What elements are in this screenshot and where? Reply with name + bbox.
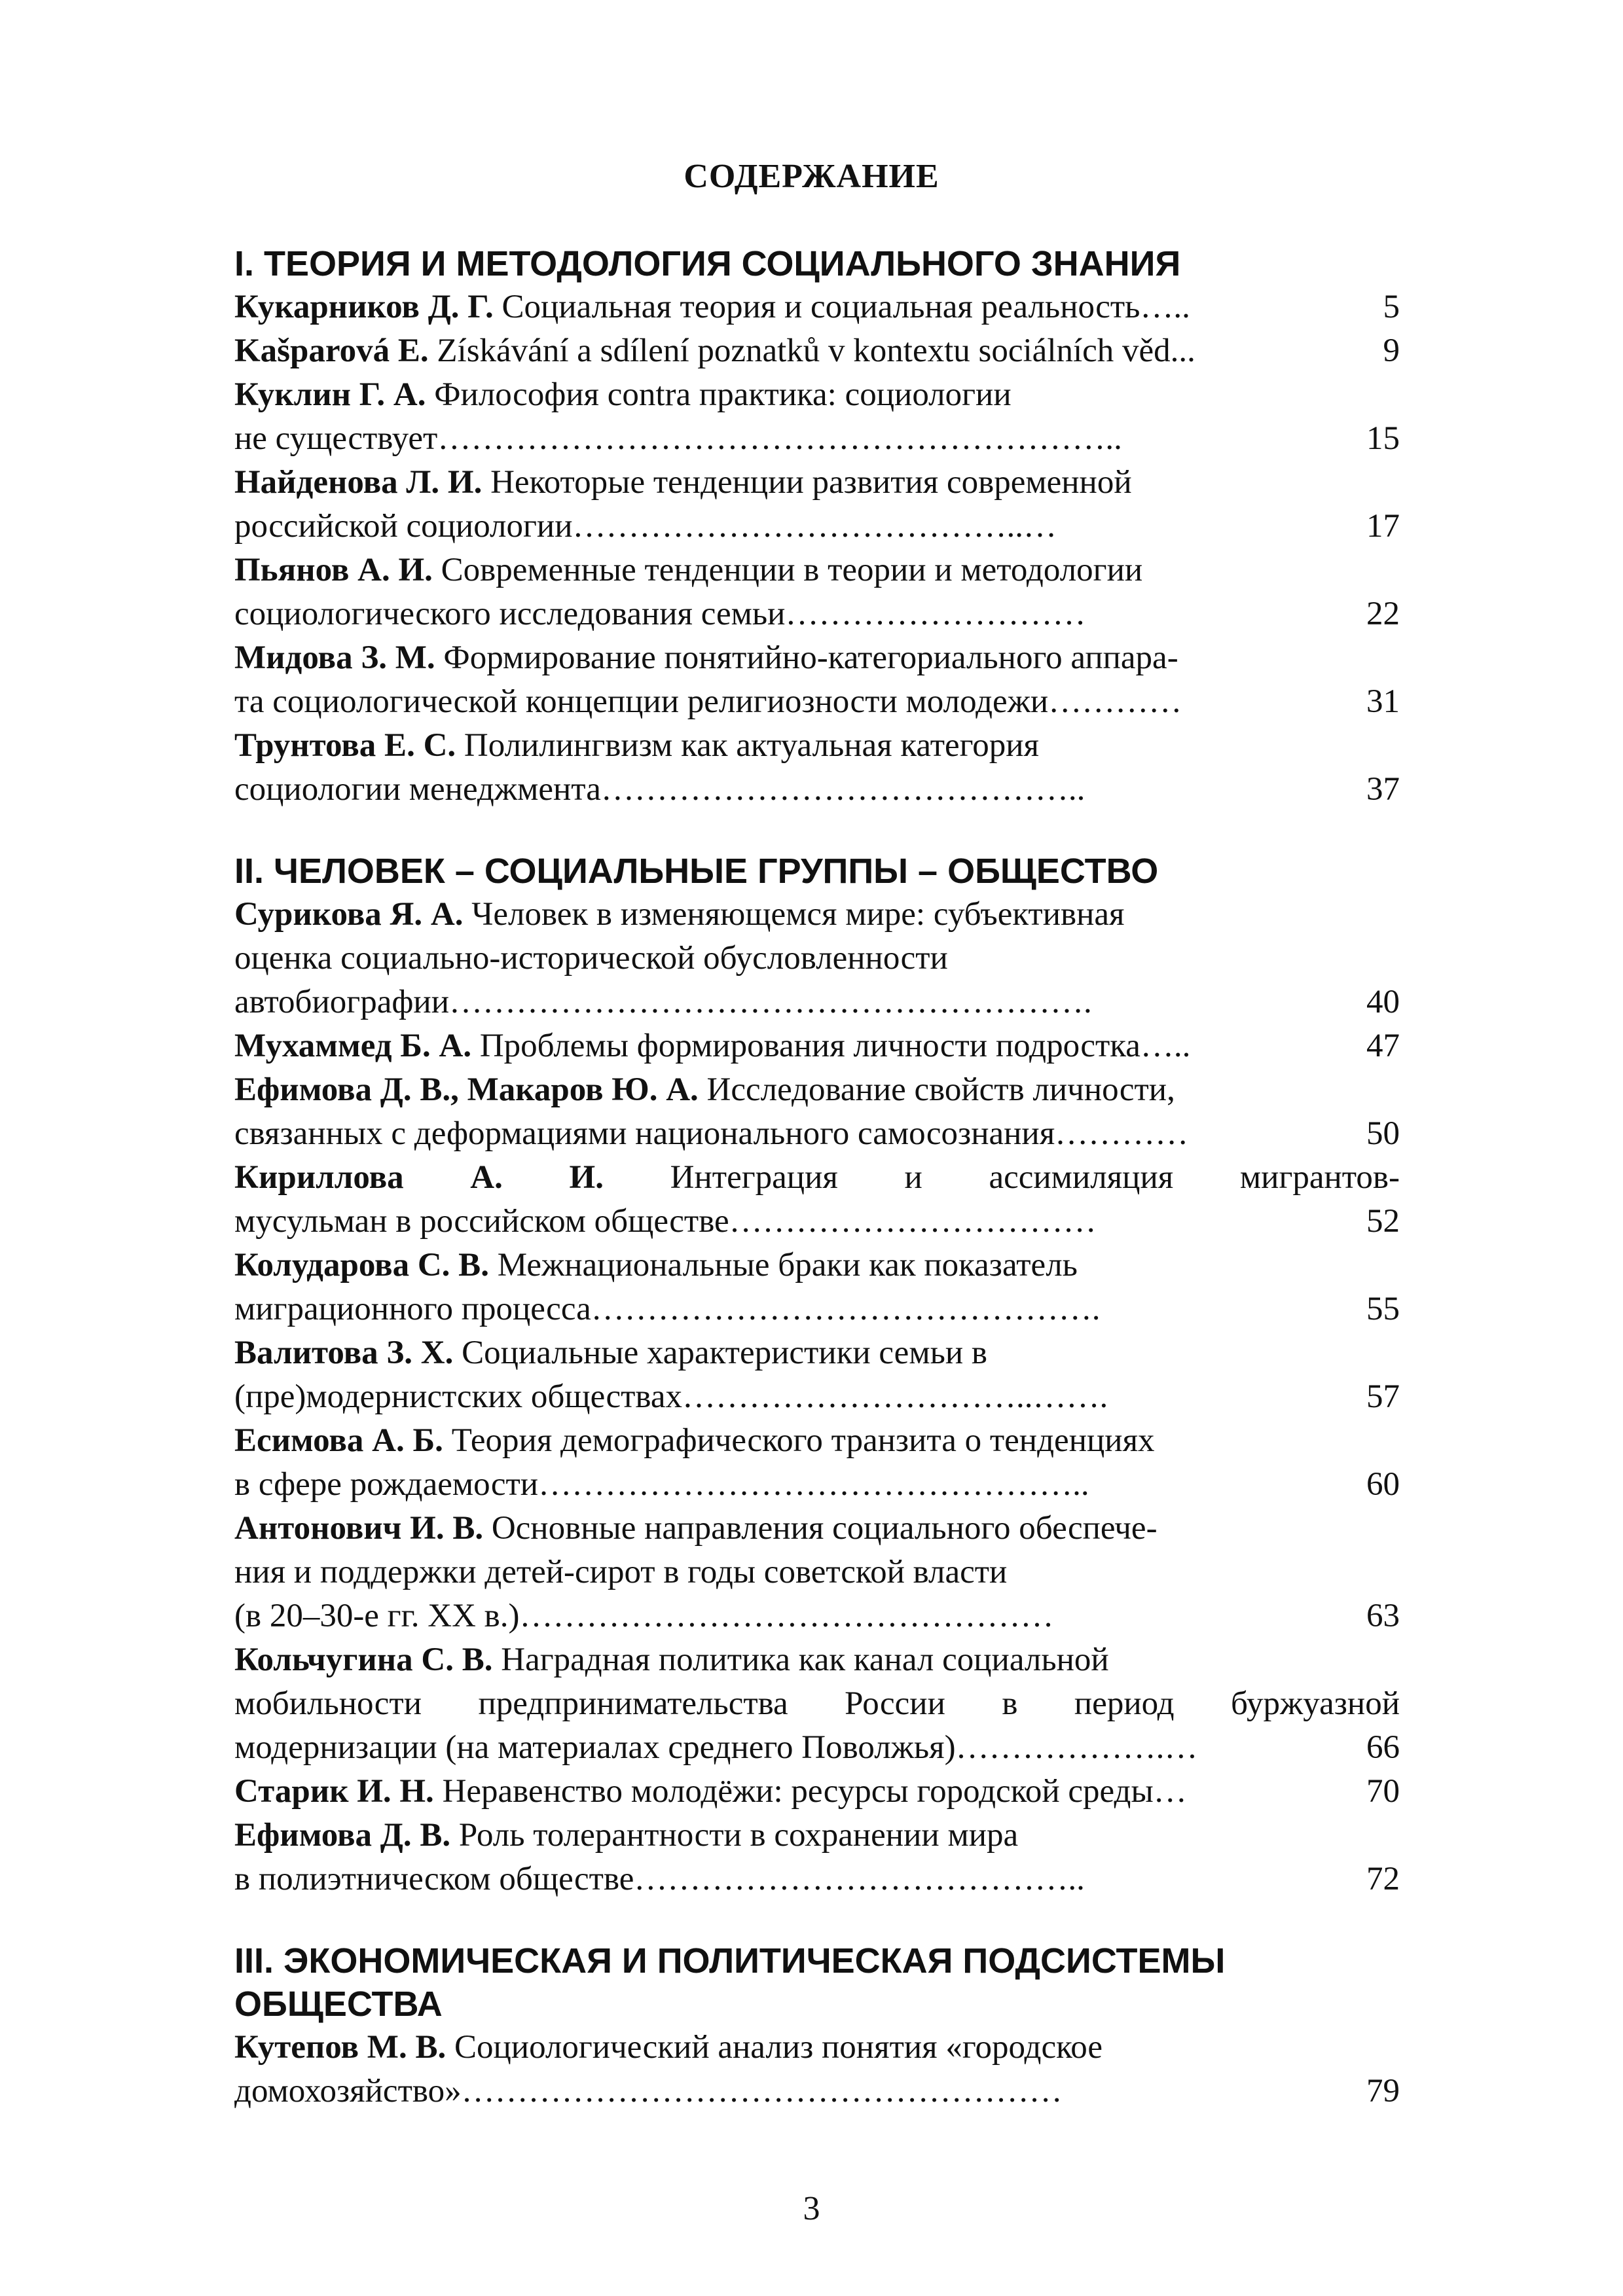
entry-title: Исследование свойств личности,	[706, 1071, 1175, 1108]
entry-text	[234, 285, 1190, 329]
entry-title: российской социологии…………………………………..…	[234, 508, 1057, 545]
entry-text	[234, 1112, 1188, 1156]
toc-entry-line	[234, 2026, 1400, 2070]
toc-entry-line	[234, 1287, 1400, 1331]
entry-title: Межнациональные браки как показатель	[497, 1247, 1078, 1283]
toc-entry-line	[234, 1638, 1400, 1682]
entry-author: Есимова А. Б.	[234, 1422, 443, 1459]
entry-page-number: 40	[1366, 984, 1400, 1020]
entry-title: Теория демографического транзита о тенденциях	[451, 1422, 1155, 1459]
section-gap	[234, 1901, 1400, 1939]
entry-title: ния и поддержки детей-сирот в годы советской власти	[234, 1554, 1008, 1590]
entry-title: Формирование понятийно-категориального аппара-	[443, 639, 1178, 676]
entry-text	[234, 680, 1182, 724]
entry-author: Куклин Г. А.	[234, 376, 426, 413]
toc-entry-line	[234, 1331, 1400, 1375]
entry-text	[234, 1507, 1158, 1551]
entry-title: связанных с деформациями национального самосознания…………	[234, 1115, 1189, 1152]
toc-entry[interactable]	[234, 1638, 1400, 1770]
entry-page-number: 17	[1366, 508, 1400, 545]
entry-text	[234, 1551, 1007, 1594]
toc-entry-line	[234, 1463, 1400, 1507]
entry-text	[234, 1419, 1155, 1463]
entry-text	[234, 1814, 1018, 1857]
toc-entry-line	[234, 548, 1400, 592]
entry-title: автобиографии………………………………………………….	[234, 984, 1092, 1020]
entry-page-number: 63	[1366, 1598, 1400, 1634]
entry-author: Ефимова Д. В., Макаров Ю. А.	[234, 1071, 699, 1108]
section-heading: I. ТЕОРИЯ И МЕТОДОЛОГИЯ СОЦИАЛЬНОГО ЗНАНИЯ	[234, 244, 1181, 283]
entry-text	[234, 548, 1142, 592]
entry-author: Кириллова А. И.	[234, 1159, 604, 1196]
toc-entry-line	[234, 373, 1400, 417]
toc-entry[interactable]	[234, 1507, 1400, 1638]
entry-page-number: 72	[1366, 1861, 1400, 1897]
toc-entry-line	[234, 505, 1400, 548]
entry-text	[234, 1244, 1078, 1287]
entry-author: Найденова Л. И.	[234, 464, 483, 501]
toc-entry-line	[234, 1156, 1400, 1200]
entry-title: модернизации (на материалах среднего Поволжья)……………….…	[234, 1729, 1198, 1766]
toc-entry-line	[234, 1419, 1400, 1463]
entry-author: Старик И. Н.	[234, 1773, 434, 1810]
toc-entry[interactable]	[234, 1770, 1400, 1814]
toc-entry-line	[234, 1068, 1400, 1112]
entry-title: мусульман в российском обществе……………………………	[234, 1203, 1097, 1240]
toc-entry-line	[234, 1594, 1400, 1638]
entry-text	[234, 1770, 1187, 1814]
section-heading: III. ЭКОНОМИЧЕСКАЯ И ПОЛИТИЧЕСКАЯ ПОДСИСТЕМЫ ОБЩЕСТВА	[234, 1941, 1226, 2024]
entry-title: Наградная политика как канал социальной	[501, 1641, 1109, 1678]
entry-text	[234, 461, 1132, 505]
entry-page-number: 5	[1383, 289, 1400, 325]
entry-text	[234, 329, 1195, 373]
toc-entry-line	[234, 1682, 1400, 1726]
toc-entry[interactable]	[234, 329, 1400, 373]
entry-author: Мухаммед Б. А.	[234, 1028, 472, 1064]
toc-entry[interactable]	[234, 1024, 1400, 1068]
entry-title: Полилингвизм как актуальная категория	[464, 727, 1040, 764]
entry-text	[234, 636, 1178, 680]
entry-title: (в 20–30-е гг. XX в.)…………………………………………	[234, 1598, 1054, 1634]
entry-text	[234, 768, 1085, 812]
entry-page-number: 37	[1366, 771, 1400, 808]
toc-entry-line	[234, 1244, 1400, 1287]
entry-author: Валитова З. Х.	[234, 1335, 454, 1371]
entry-title: домохозяйство»………………………………………………	[234, 2073, 1063, 2109]
toc-entry[interactable]	[234, 1068, 1400, 1156]
entry-text	[234, 1857, 1085, 1901]
toc-entry[interactable]	[234, 1244, 1400, 1331]
toc-entry-line	[234, 680, 1400, 724]
entry-page-number: 15	[1366, 420, 1400, 457]
entry-text	[234, 724, 1039, 768]
entry-text	[234, 1331, 987, 1375]
toc-entry-line	[234, 1814, 1400, 1857]
entry-title: (пре)модернистских обществах…………………………..…….	[234, 1378, 1108, 1415]
entry-text	[234, 2026, 1103, 2070]
entry-author: Кукарников Д. Г.	[234, 289, 494, 325]
entry-page-number: 70	[1366, 1773, 1400, 1810]
toc-entry-line	[234, 937, 1400, 980]
toc-entry[interactable]	[234, 1814, 1400, 1901]
entry-text	[234, 417, 1122, 461]
entry-title: Роль толерантности в сохранении мира	[458, 1817, 1019, 1854]
toc-entry-line	[234, 1112, 1400, 1156]
toc-entry-line	[234, 417, 1400, 461]
toc-entry[interactable]	[234, 285, 1400, 329]
page-number: 3	[803, 2190, 820, 2227]
entry-title: миграционного процесса……………………………………….	[234, 1291, 1101, 1327]
entry-page-number: 66	[1366, 1729, 1400, 1766]
toc-entry-line	[234, 1770, 1400, 1814]
entry-page-number: 79	[1366, 2073, 1400, 2109]
entry-text	[234, 1156, 1400, 1200]
entry-author: Сурикова Я. А.	[234, 896, 464, 933]
toc-entry-line	[234, 636, 1400, 680]
entry-title: Проблемы формирования личности подростка…..	[479, 1028, 1191, 1064]
entry-page-number: 9	[1383, 332, 1400, 369]
section-gap	[234, 812, 1400, 850]
entry-page-number: 50	[1366, 1115, 1400, 1152]
toc-entry-line	[234, 980, 1400, 1024]
entry-title: Философия contra практика: социологии	[434, 376, 1012, 413]
entry-text	[234, 1375, 1108, 1419]
page-title: СОДЕРЖАНИЕ	[684, 158, 939, 195]
entry-title: Неравенство молодёжи: ресурсы городской среды…	[442, 1773, 1187, 1810]
entry-text	[234, 1287, 1100, 1331]
toc-entry-line	[234, 1726, 1400, 1770]
toc-entry-line	[234, 1507, 1400, 1551]
entry-author: Kašparová E.	[234, 332, 429, 369]
entry-author: Пьянов А. И.	[234, 552, 433, 588]
entry-title: в полиэтническом обществе…………………………………..	[234, 1861, 1085, 1897]
toc-entry[interactable]	[234, 1156, 1400, 1244]
section-heading: II. ЧЕЛОВЕК – СОЦИАЛЬНЫЕ ГРУППЫ – ОБЩЕСТВО	[234, 852, 1159, 891]
entry-text	[234, 1594, 1054, 1638]
toc-entry[interactable]	[234, 636, 1400, 724]
toc-entry[interactable]	[234, 893, 1400, 1024]
toc-entry-line	[234, 1024, 1400, 1068]
toc-entry[interactable]	[234, 548, 1400, 636]
toc-entry-line	[234, 893, 1400, 937]
entry-page-number: 52	[1366, 1203, 1400, 1240]
entry-title: та социологической концепции религиозности молодежи…………	[234, 683, 1182, 720]
entry-author: Кольчугина С. В.	[234, 1641, 493, 1678]
toc-entry[interactable]	[234, 373, 1400, 461]
entry-page-number: 31	[1366, 683, 1400, 720]
entry-title: Человек в изменяющемся мире: субъективная	[471, 896, 1125, 933]
entry-text	[234, 937, 948, 980]
toc-entry-line	[234, 329, 1400, 373]
entry-title: Интеграция и ассимиляция мигрантов-	[670, 1159, 1400, 1196]
entry-page-number: 57	[1366, 1378, 1400, 1415]
entry-title: Современные тенденции в теории и методологии	[441, 552, 1143, 588]
entry-title: мобильности предпринимательства России в период буржуазной	[234, 1685, 1400, 1722]
entry-text	[234, 1638, 1109, 1682]
entry-text	[234, 1068, 1175, 1112]
entry-text	[234, 1726, 1197, 1770]
toc-entry-line	[234, 1857, 1400, 1901]
toc-entry[interactable]	[234, 724, 1400, 812]
entry-page-number: 22	[1366, 596, 1400, 632]
entry-title: Некоторые тенденции развития современной	[490, 464, 1132, 501]
entry-title: Социальные характеристики семьи в	[462, 1335, 987, 1371]
entry-title: социологического исследования семьи………………………	[234, 596, 1086, 632]
entry-text	[234, 2070, 1063, 2113]
toc-entry-line	[234, 2070, 1400, 2113]
entry-text	[234, 373, 1012, 417]
toc-entry-line	[234, 768, 1400, 812]
table-of-contents	[234, 242, 1400, 2113]
toc-entry-line	[234, 592, 1400, 636]
entry-title: Основные направления социального обеспече-	[491, 1510, 1158, 1547]
entry-text	[234, 1024, 1190, 1068]
toc-entry-line	[234, 1551, 1400, 1594]
entry-title: Социологический анализ понятия «городское	[454, 2029, 1103, 2066]
entry-page-number: 60	[1366, 1466, 1400, 1503]
entry-title: социологии менеджмента……………………………………..	[234, 771, 1085, 808]
toc-entry-line	[234, 724, 1400, 768]
entry-author: Мидова З. М.	[234, 639, 435, 676]
entry-title: Социальная теория и социальная реальность…..	[501, 289, 1190, 325]
entry-page-number: 47	[1366, 1028, 1400, 1064]
toc-entry[interactable]	[234, 1331, 1400, 1419]
entry-text	[234, 893, 1124, 937]
toc-entry[interactable]	[234, 1419, 1400, 1507]
entry-text	[234, 1463, 1089, 1507]
toc-section	[234, 242, 1400, 812]
entry-text	[234, 1682, 1400, 1726]
entry-text	[234, 505, 1057, 548]
entry-title: не существует……………………………………………………..	[234, 420, 1122, 457]
entry-author: Трунтова Е. С.	[234, 727, 456, 764]
entry-author: Антонович И. В.	[234, 1510, 484, 1547]
entry-author: Колударова С. В.	[234, 1247, 489, 1283]
toc-entry-line	[234, 285, 1400, 329]
entry-page-number: 55	[1366, 1291, 1400, 1327]
toc-entry[interactable]	[234, 461, 1400, 548]
entry-text	[234, 980, 1092, 1024]
toc-entry-line	[234, 1375, 1400, 1419]
entry-title: оценка социально-исторической обусловленности	[234, 940, 948, 977]
toc-section	[234, 850, 1400, 1901]
entry-text	[234, 1200, 1097, 1244]
toc-section	[234, 1939, 1400, 2113]
entry-title: в сфере рождаемости…………………………………………..	[234, 1466, 1089, 1503]
entry-title: Získávání a sdílení poznatků v kontextu sociálních věd...	[437, 332, 1195, 369]
toc-entry[interactable]	[234, 2026, 1400, 2113]
entry-author: Кутепов М. В.	[234, 2029, 447, 2066]
toc-entry-line	[234, 1200, 1400, 1244]
toc-entry-line	[234, 461, 1400, 505]
entry-text	[234, 592, 1085, 636]
entry-author: Ефимова Д. В.	[234, 1817, 451, 1854]
